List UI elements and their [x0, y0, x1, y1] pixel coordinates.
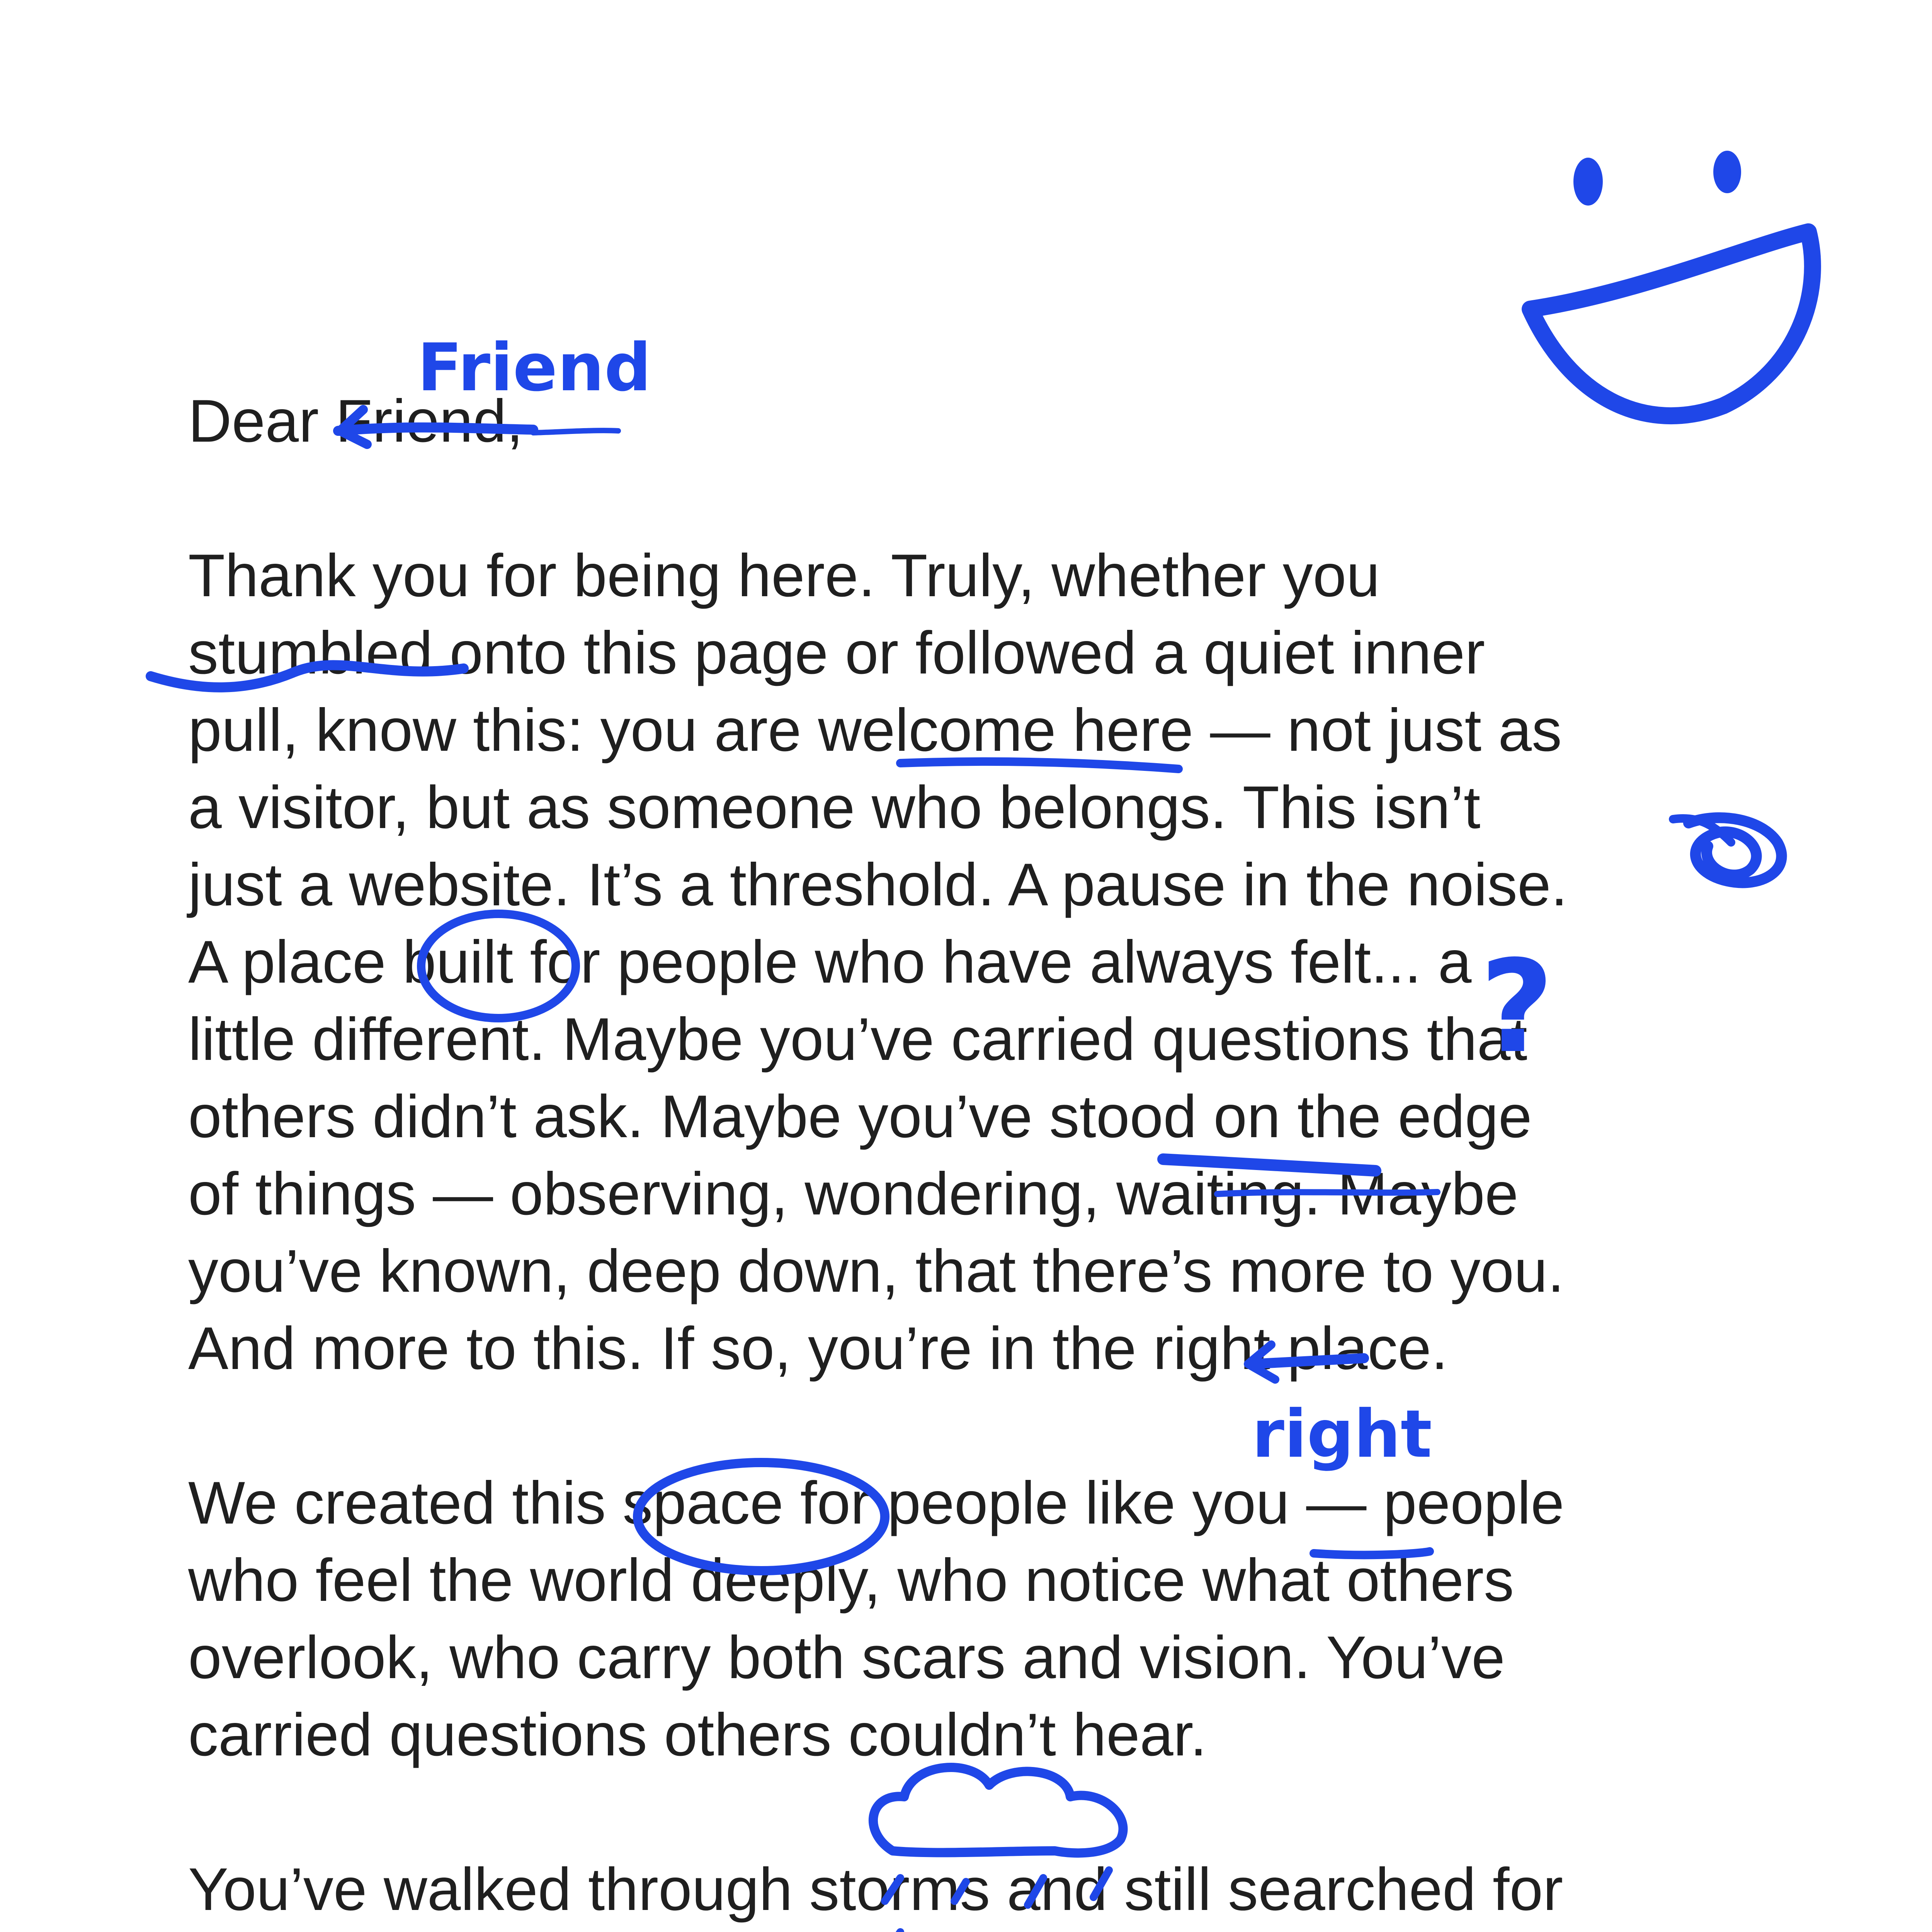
letter-line: You’ve walked through storms and still searched for: [188, 1856, 1563, 1923]
letter-line: We created this space for people like you — people: [188, 1469, 1565, 1537]
letter-line: pull, know this: you are welcome here — not just as: [188, 697, 1562, 764]
greeting: Dear Friend,: [188, 388, 523, 455]
letter-line: A place built for people who have always felt... a: [188, 929, 1472, 996]
letter-line: carried questions others couldn’t hear.: [188, 1701, 1207, 1769]
letter-line: Thank you for being here. Truly, whether you: [188, 542, 1380, 609]
letter-line: a visitor, but as someone who belongs. This isn’t: [188, 774, 1481, 841]
letter-line: of things — observing, wondering, waiting. Maybe: [188, 1160, 1519, 1228]
letter-line: you’ve known, deep down, that there’s more to you.: [188, 1238, 1565, 1305]
friend-note: Friend: [417, 330, 651, 406]
letter-line: others didn’t ask. Maybe you’ve stood on the edge: [188, 1083, 1532, 1150]
question-mark: ?: [1480, 933, 1554, 1081]
letter-line: who feel the world deeply, who notice what others: [188, 1547, 1514, 1614]
letter-line: little different. Maybe you’ve carried questions that: [188, 1006, 1527, 1073]
letter-line: overlook, who carry both scars and vision. You’ve: [188, 1624, 1505, 1691]
letter-line: And more to this. If so, you’re in the right place.: [188, 1315, 1448, 1382]
letter-line: just a website. It’s a threshold. A pause in the noise.: [188, 851, 1568, 918]
letter-line: stumbled onto this page or followed a quiet inner: [188, 619, 1485, 687]
right-note: right: [1252, 1396, 1432, 1473]
letter-line: [188, 1928, 1474, 1932]
